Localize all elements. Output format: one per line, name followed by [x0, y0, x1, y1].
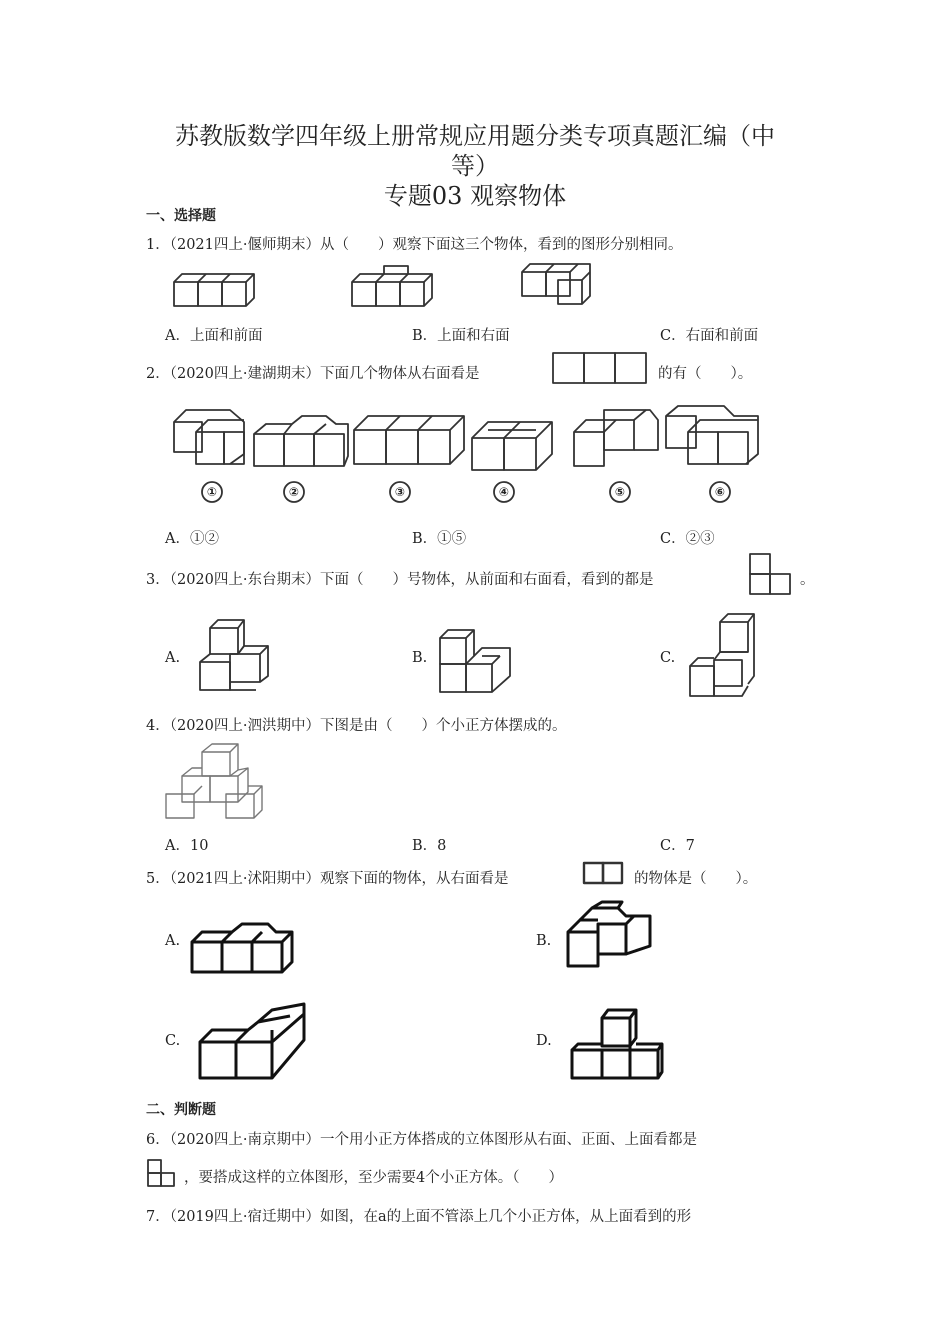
q3-option-b[interactable]: B. [412, 650, 428, 666]
q2-option-c[interactable]: C．②③ [660, 531, 715, 547]
q5-option-b[interactable]: B. [536, 933, 552, 949]
q2-option-b[interactable]: B．①⑤ [412, 531, 467, 547]
q3-option-a[interactable]: A. [165, 650, 181, 666]
q5-right-view-figure [582, 861, 626, 887]
q1-object-2-figure [350, 262, 440, 310]
q1-option-c[interactable]: C．右面和前面 [660, 328, 759, 344]
q4-option-a[interactable]: A．10 [165, 838, 209, 854]
q5-option-d-figure [566, 1006, 668, 1082]
q2-object-3 [354, 416, 464, 464]
q2-option-a[interactable]: A．①② [165, 531, 219, 547]
question-2-text-after: 的有（ ）。 [658, 366, 753, 382]
q2-label-4: ④ [498, 485, 510, 499]
q3-option-a-figure [196, 618, 276, 694]
q2-object-4 [472, 422, 552, 470]
q2-label-5: ⑤ [614, 485, 626, 499]
q5-option-b-figure [562, 898, 658, 974]
q1-option-a[interactable]: A．上面和前面 [165, 328, 263, 344]
q2-label-3: ③ [394, 485, 406, 499]
q5-option-c-figure [196, 1000, 312, 1084]
question-3-text-before: 3．（2020四上·东台期末）下面（ ）号物体，从前面和右面看，看到的都是 [146, 572, 654, 588]
q3-option-c[interactable]: C. [660, 650, 676, 666]
q1-object-3-figure [518, 262, 608, 310]
question-7-text: 7．（2019四上·宿迁期中）如图，在a的上面不管添上几个小正方体，从上面看到的形 [146, 1209, 692, 1225]
page-title-line2: 等） [451, 152, 499, 180]
q1-object-1-figure [170, 268, 260, 310]
question-3-text-after: 。 [800, 572, 815, 588]
q2-object-1 [174, 410, 244, 464]
question-5-text-before: 5．（2021四上·沭阳期中）观察下面的物体，从右面看是 [146, 871, 509, 887]
question-1-text: 1．（2021四上·偃师期末）从（ ）观察下面这三个物体，看到的图形分别相同。 [146, 237, 683, 253]
q4-option-b[interactable]: B．8 [412, 838, 447, 854]
page-title-line1: 苏教版数学四年级上册常规应用题分类专项真题汇编（中 [175, 122, 775, 150]
q2-label-2: ② [288, 485, 300, 499]
q2-right-view-figure [552, 352, 648, 386]
q5-option-d[interactable]: D. [536, 1033, 552, 1049]
question-6-line2: ，要搭成这样的立体图形，至少需要4个小正方体。（ ） [184, 1170, 563, 1186]
question-6-line1: 6．（2020四上·南京期中）一个用小正方体搭成的立体图形从右面、正面、上面看都是 [146, 1132, 697, 1148]
question-2-text [146, 362, 479, 383]
q4-cubes-figure [162, 740, 268, 820]
q2-object-5 [574, 410, 658, 466]
q2-label-6: ⑥ [714, 485, 726, 499]
q2-objects-figure [168, 402, 768, 510]
q2-label-1: ① [206, 485, 218, 499]
section-judge-heading: 二、判断题 [146, 1102, 216, 1118]
question-4-text: 4．（2020四上·泗洪期中）下图是由（ ）个小正方体摆成的。 [146, 718, 567, 734]
q3-view-figure [748, 552, 794, 596]
q5-option-a-figure [188, 914, 298, 978]
q5-option-a[interactable]: A. [165, 933, 181, 949]
page-subtitle: 专题03 观察物体 [383, 182, 567, 210]
question-2-text-before: 2．（2020四上·建湖期末）下面几个物体从右面看是 [146, 366, 480, 382]
q2-object-6 [666, 406, 758, 464]
q2-object-2 [254, 416, 348, 466]
q1-option-b[interactable]: B．上面和右面 [412, 328, 510, 344]
q4-option-c[interactable]: C．7 [660, 838, 695, 854]
question-5-text-after: 的物体是（ ）。 [634, 871, 758, 887]
q3-option-b-figure [436, 628, 518, 696]
q5-option-c[interactable]: C. [165, 1033, 181, 1049]
q6-view-figure [146, 1158, 178, 1190]
q3-option-c-figure [686, 612, 762, 700]
section-choice-heading: 一、选择题 [146, 208, 216, 224]
